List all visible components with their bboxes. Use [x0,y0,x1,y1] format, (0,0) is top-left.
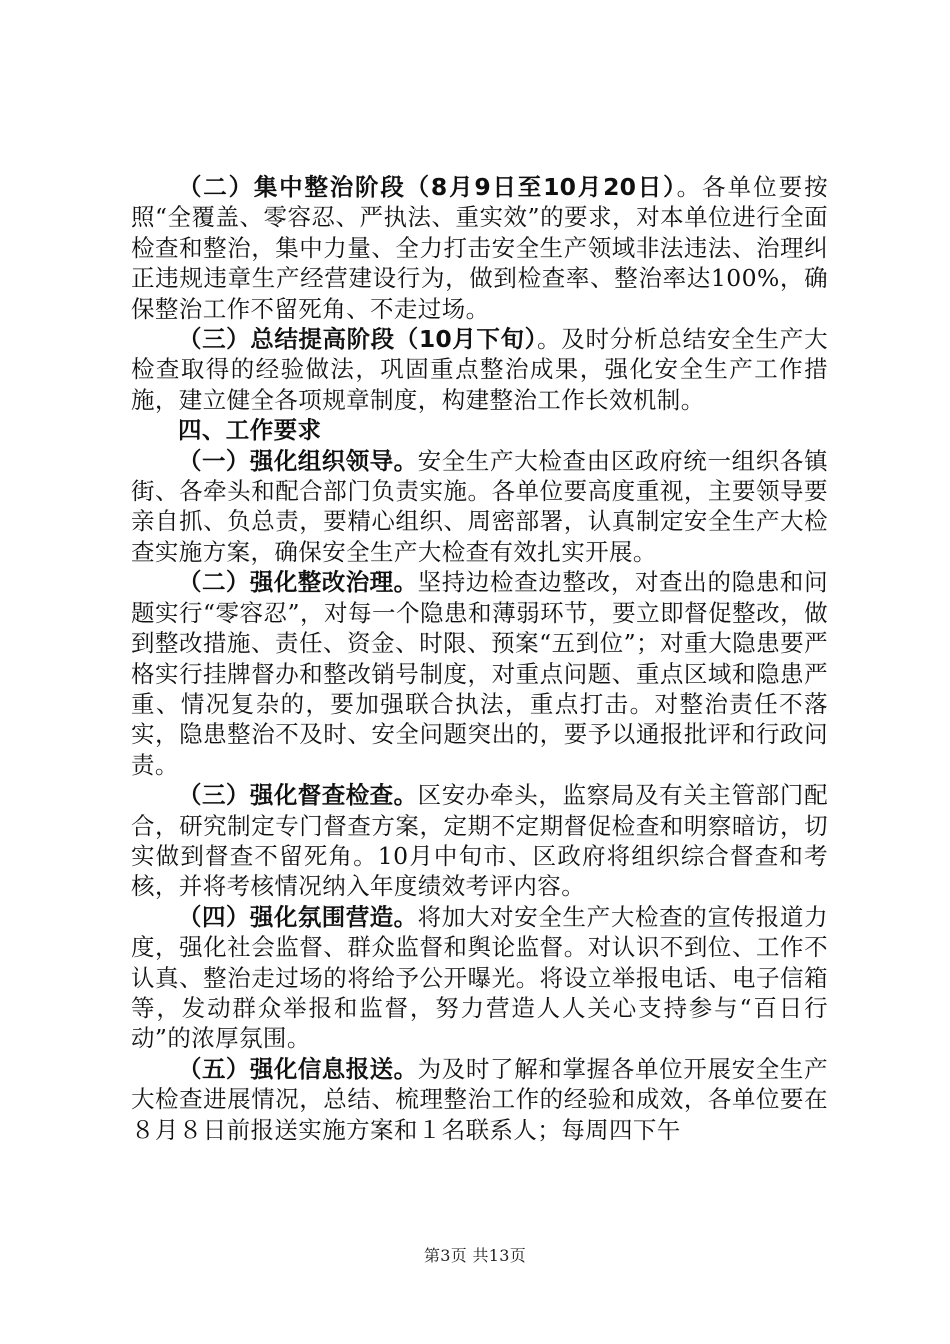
paragraph-atmosphere [131,902,828,1054]
paragraph-text: 为及时了解和掌握各单位开展安全生产大检查进展情况，总结、梳理整治工作的经验和成效，各单位要在８月８日前报送实施方案和１名联系人；每周四下午 [131,1054,828,1144]
paragraph-text: 安全生产大检查由区政府统一组织各镇街、各牵头和配合部门负责实施。各单位要高度重视，主要领导要亲自抓、负总责，要精心组织、周密部署，认真制定安全生产大检查实施方案，确保安全生产大检查有效扎实开展。 [131,446,828,566]
paragraph-supervision [131,780,828,902]
paragraph-heading: （一）强化组织领导。 [178,446,418,475]
paragraph-heading: （三）总结提高阶段（10月下旬） [178,325,537,354]
paragraph-text: 区安办牵头，监察局及有关主管部门配合，研究制定专门督查方案，定期不定期督促检查和明察暗访，切实做到督查不留死角。10月中旬市、区政府将组织综合督查和考核，并将考核情况纳入年度绩效考评内容。 [131,781,828,901]
paragraph-heading: （四）强化氛围营造。 [178,902,418,931]
paragraph-information-reporting [131,1054,828,1145]
document-body [131,172,828,1145]
paragraph-heading: （二）强化整改治理。 [178,568,418,597]
page-number-footer: 第3页 共13页 [423,1246,527,1265]
paragraph-summary-stage [131,324,828,415]
paragraph-heading: （二）集中整治阶段（8月9日至10月20日） [178,173,677,201]
section-heading-work-requirements: 四、工作要求 [178,416,322,445]
paragraph-organization-leadership [131,446,828,568]
paragraph-text: 坚持边检查边整改，对查出的隐患和问题实行“零容忍”，对每一个隐患和薄弱环节，要立即督促整改，做到整改措施、责任、资金、时限、预案“五到位”；对重大隐患要严格实行挂牌督办和整改销号制度，对重点问题、重点区域和隐患严重、情况复杂的，要加强联合执法，重点打击。对整治责任不落实，隐患整治不及时、安全问题突出的，要予以通报批评和行政问责。 [131,568,828,779]
paragraph-text: 。及时分析总结安全生产大检查取得的经验做法，巩固重点整治成果，强化安全生产工作措施，建立健全各项规章制度，构建整治工作长效机制。 [131,325,828,414]
paragraph-concentrated-rectification [131,172,828,324]
paragraph-text: 将加大对安全生产大检查的宣传报道力度，强化社会监督、群众监督和舆论监督。对认识不到位、工作不认真、整治走过场的将给予公开曝光。将设立举报电话、电子信箱等，发动群众举报和监督，努力营造人人关心支持参与“百日行动”的浓厚氛围。 [131,902,828,1053]
paragraph-text: 。各单位要按照“全覆盖、零容忍、严执法、重实效”的要求，对本单位进行全面检查和整治，集中力量、全力打击安全生产领域非法违法、治理纠正违规违章生产经营建设行为，做到检查率、整治率达100%，确保整治工作不留死角、不走过场。 [131,173,828,323]
paragraph-heading: （三）强化督查检查。 [178,781,418,810]
paragraph-heading: （五）强化信息报送。 [178,1054,418,1083]
paragraph-rectification [131,567,828,780]
